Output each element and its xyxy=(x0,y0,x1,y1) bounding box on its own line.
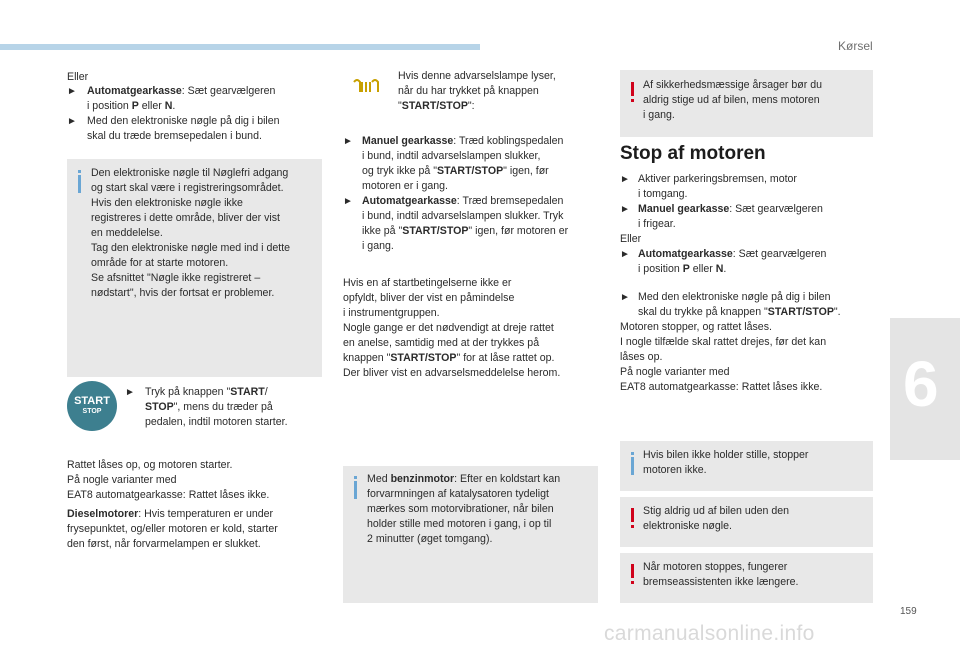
info-icon xyxy=(354,481,357,499)
bullet-line: pedalen, indtil motoren starter. xyxy=(145,416,288,428)
info-line: Hvis bilen ikke holder stille, stopper xyxy=(643,449,809,461)
text-line: Hvis denne advarselslampe lyser, xyxy=(398,70,556,82)
text-line: Motoren stopper, og rattet låses. xyxy=(620,321,772,333)
stop-label: STOP xyxy=(82,408,102,415)
bullet-arrow-icon: ► xyxy=(620,174,630,185)
bullet-line: og tryk ikke på "START/STOP" igen, før xyxy=(362,165,549,177)
preheating-glow-plug-icon xyxy=(352,78,380,94)
bullet-line: skal du træde bremsepedalen i bund. xyxy=(87,130,262,142)
bullet-line: skal du trykke på knappen "START/STOP". xyxy=(638,306,841,318)
bullet-line: STOP", mens du træder på xyxy=(145,401,273,413)
bullet-line: i tomgang. xyxy=(638,188,688,200)
bullet-line: i position P eller N. xyxy=(87,100,176,112)
page-number: 159 xyxy=(900,606,917,617)
bullet-line: i frigear. xyxy=(638,218,676,230)
watermark: carmanualsonline.info xyxy=(604,622,815,645)
bullet-arrow-icon: ► xyxy=(343,196,353,207)
text-line: når du har trykket på knappen xyxy=(398,85,539,97)
section-title: Kørsel xyxy=(838,39,873,53)
warning-icon xyxy=(631,508,634,522)
info-icon xyxy=(78,175,81,193)
chapter-number: 6 xyxy=(903,348,939,420)
text-line: I nogle tilfælde skal rattet drejes, før det kan xyxy=(620,336,827,348)
warning-icon xyxy=(631,564,634,578)
bullet-arrow-icon: ► xyxy=(343,136,353,147)
info-line: holder stille med motoren i gang, i op til xyxy=(367,518,552,530)
text-line: frysepunktet, og/eller motoren er kold, starter xyxy=(67,523,278,535)
info-line: registreres i dette område, bliver der vist xyxy=(91,212,280,224)
info-line: Den elektroniske nøgle til Nøglefri adgang xyxy=(91,167,289,179)
warning-line: i gang. xyxy=(643,109,675,121)
bullet-arrow-icon: ► xyxy=(620,204,630,215)
text-line: Der bliver vist en advarselsmeddelelse herom. xyxy=(343,367,561,379)
bullet-line: motoren er i gang. xyxy=(362,180,448,192)
info-line: Hvis den elektroniske nøgle ikke xyxy=(91,197,243,209)
bullet-line: i gang. xyxy=(362,240,394,252)
info-line: Tag den elektroniske nøgle med ind i dette xyxy=(91,242,291,254)
bullet-arrow-icon: ► xyxy=(125,387,135,398)
bullet-line: Aktiver parkeringsbremsen, motor xyxy=(638,173,797,185)
info-line: forvarmningen af katalysatoren tydeligt xyxy=(367,488,549,500)
text-line: Hvis en af startbetingelserne ikke er xyxy=(343,277,512,289)
bullet-arrow-icon: ► xyxy=(620,292,630,303)
text-line: På nogle varianter med xyxy=(67,474,177,486)
info-line: nødstart", hvis der fortsat er problemer. xyxy=(91,287,275,299)
info-line: Se afsnittet "Nøgle ikke registreret – xyxy=(91,272,261,284)
text-line: opfyldt, bliver der vist en påmindelse xyxy=(343,292,515,304)
section-heading: Stop af motoren xyxy=(620,143,766,164)
bullet-arrow-icon: ► xyxy=(67,86,77,97)
info-line: en meddelelse. xyxy=(91,227,163,239)
text-line: Nogle gange er det nødvendigt at dreje rattet xyxy=(343,322,554,334)
bullet-line: Med den elektroniske nøgle på dig i bilen xyxy=(87,115,280,127)
bullet-line: Manuel gearkasse: Træd koblingspedalen xyxy=(362,135,564,147)
text-line: EAT8 automatgearkasse: Rattet låses ikke. xyxy=(620,381,823,393)
info-line: 2 minutter (øget tomgang). xyxy=(367,533,493,545)
bullet-arrow-icon: ► xyxy=(620,249,630,260)
bullet-line: Automatgearkasse: Sæt gearvælgeren xyxy=(638,248,827,260)
bullet-line: Tryk på knappen "START/ xyxy=(145,386,268,398)
bullet-line: Manuel gearkasse: Sæt gearvælgeren xyxy=(638,203,823,215)
warning-line: Når motoren stoppes, fungerer xyxy=(643,561,788,573)
text-line: Eller xyxy=(620,233,642,245)
text-line: i instrumentgruppen. xyxy=(343,307,440,319)
info-line: område for at starte motoren. xyxy=(91,257,229,269)
warning-line: elektroniske nøgle. xyxy=(643,520,732,532)
start-stop-button-icon xyxy=(67,381,117,431)
bullet-line: Med den elektroniske nøgle på dig i bilen xyxy=(638,291,831,303)
info-line: og start skal være i registreringsområdet. xyxy=(91,182,284,194)
text-line: EAT8 automatgearkasse: Rattet låses ikke. xyxy=(67,489,270,501)
bullet-arrow-icon: ► xyxy=(67,116,77,127)
start-label: START xyxy=(74,395,110,407)
bullet-line: Automatgearkasse: Træd bremsepedalen xyxy=(362,195,564,207)
bullet-line: i bund, indtil advarselslampen slukker, xyxy=(362,150,541,162)
warning-line: aldrig stige ud af bilen, mens motoren xyxy=(643,94,820,106)
warning-line: Af sikkerhedsmæssige årsager bør du xyxy=(643,79,822,91)
bullet-automatgearkasse: Automatgearkasse: Sæt gearvælgeren xyxy=(87,85,276,97)
text-line: låses op. xyxy=(620,351,663,363)
info-icon xyxy=(631,457,634,475)
text-line: "START/STOP": xyxy=(398,100,475,112)
bullet-line: i position P eller N. xyxy=(638,263,727,275)
text-line: en anelse, samtidig med at der trykkes på xyxy=(343,337,540,349)
header-accent-bar xyxy=(0,44,480,50)
warning-line: Stig aldrig ud af bilen uden den xyxy=(643,505,790,517)
info-line: mærkes som motorvibrationer, når bilen xyxy=(367,503,554,515)
warning-line: bremseassistenten ikke længere. xyxy=(643,576,799,588)
text-line: På nogle varianter med xyxy=(620,366,730,378)
text-line: knappen "START/STOP" for at låse rattet op. xyxy=(343,352,555,364)
text-line: Eller xyxy=(67,71,89,83)
bullet-line: ikke på "START/STOP" igen, før motoren er xyxy=(362,225,569,237)
info-line: Med benzinmotor: Efter en koldstart kan xyxy=(367,473,561,485)
info-line: motoren ikke. xyxy=(643,464,707,476)
bullet-line: i bund, indtil advarselslampen slukker. Tryk xyxy=(362,210,564,222)
text-line: den først, når forvarmelampen er slukket. xyxy=(67,538,261,550)
warning-icon xyxy=(631,82,634,96)
text-line: Rattet låses op, og motoren starter. xyxy=(67,459,233,471)
diesel-line: Dieselmotorer: Hvis temperaturen er under xyxy=(67,508,274,520)
